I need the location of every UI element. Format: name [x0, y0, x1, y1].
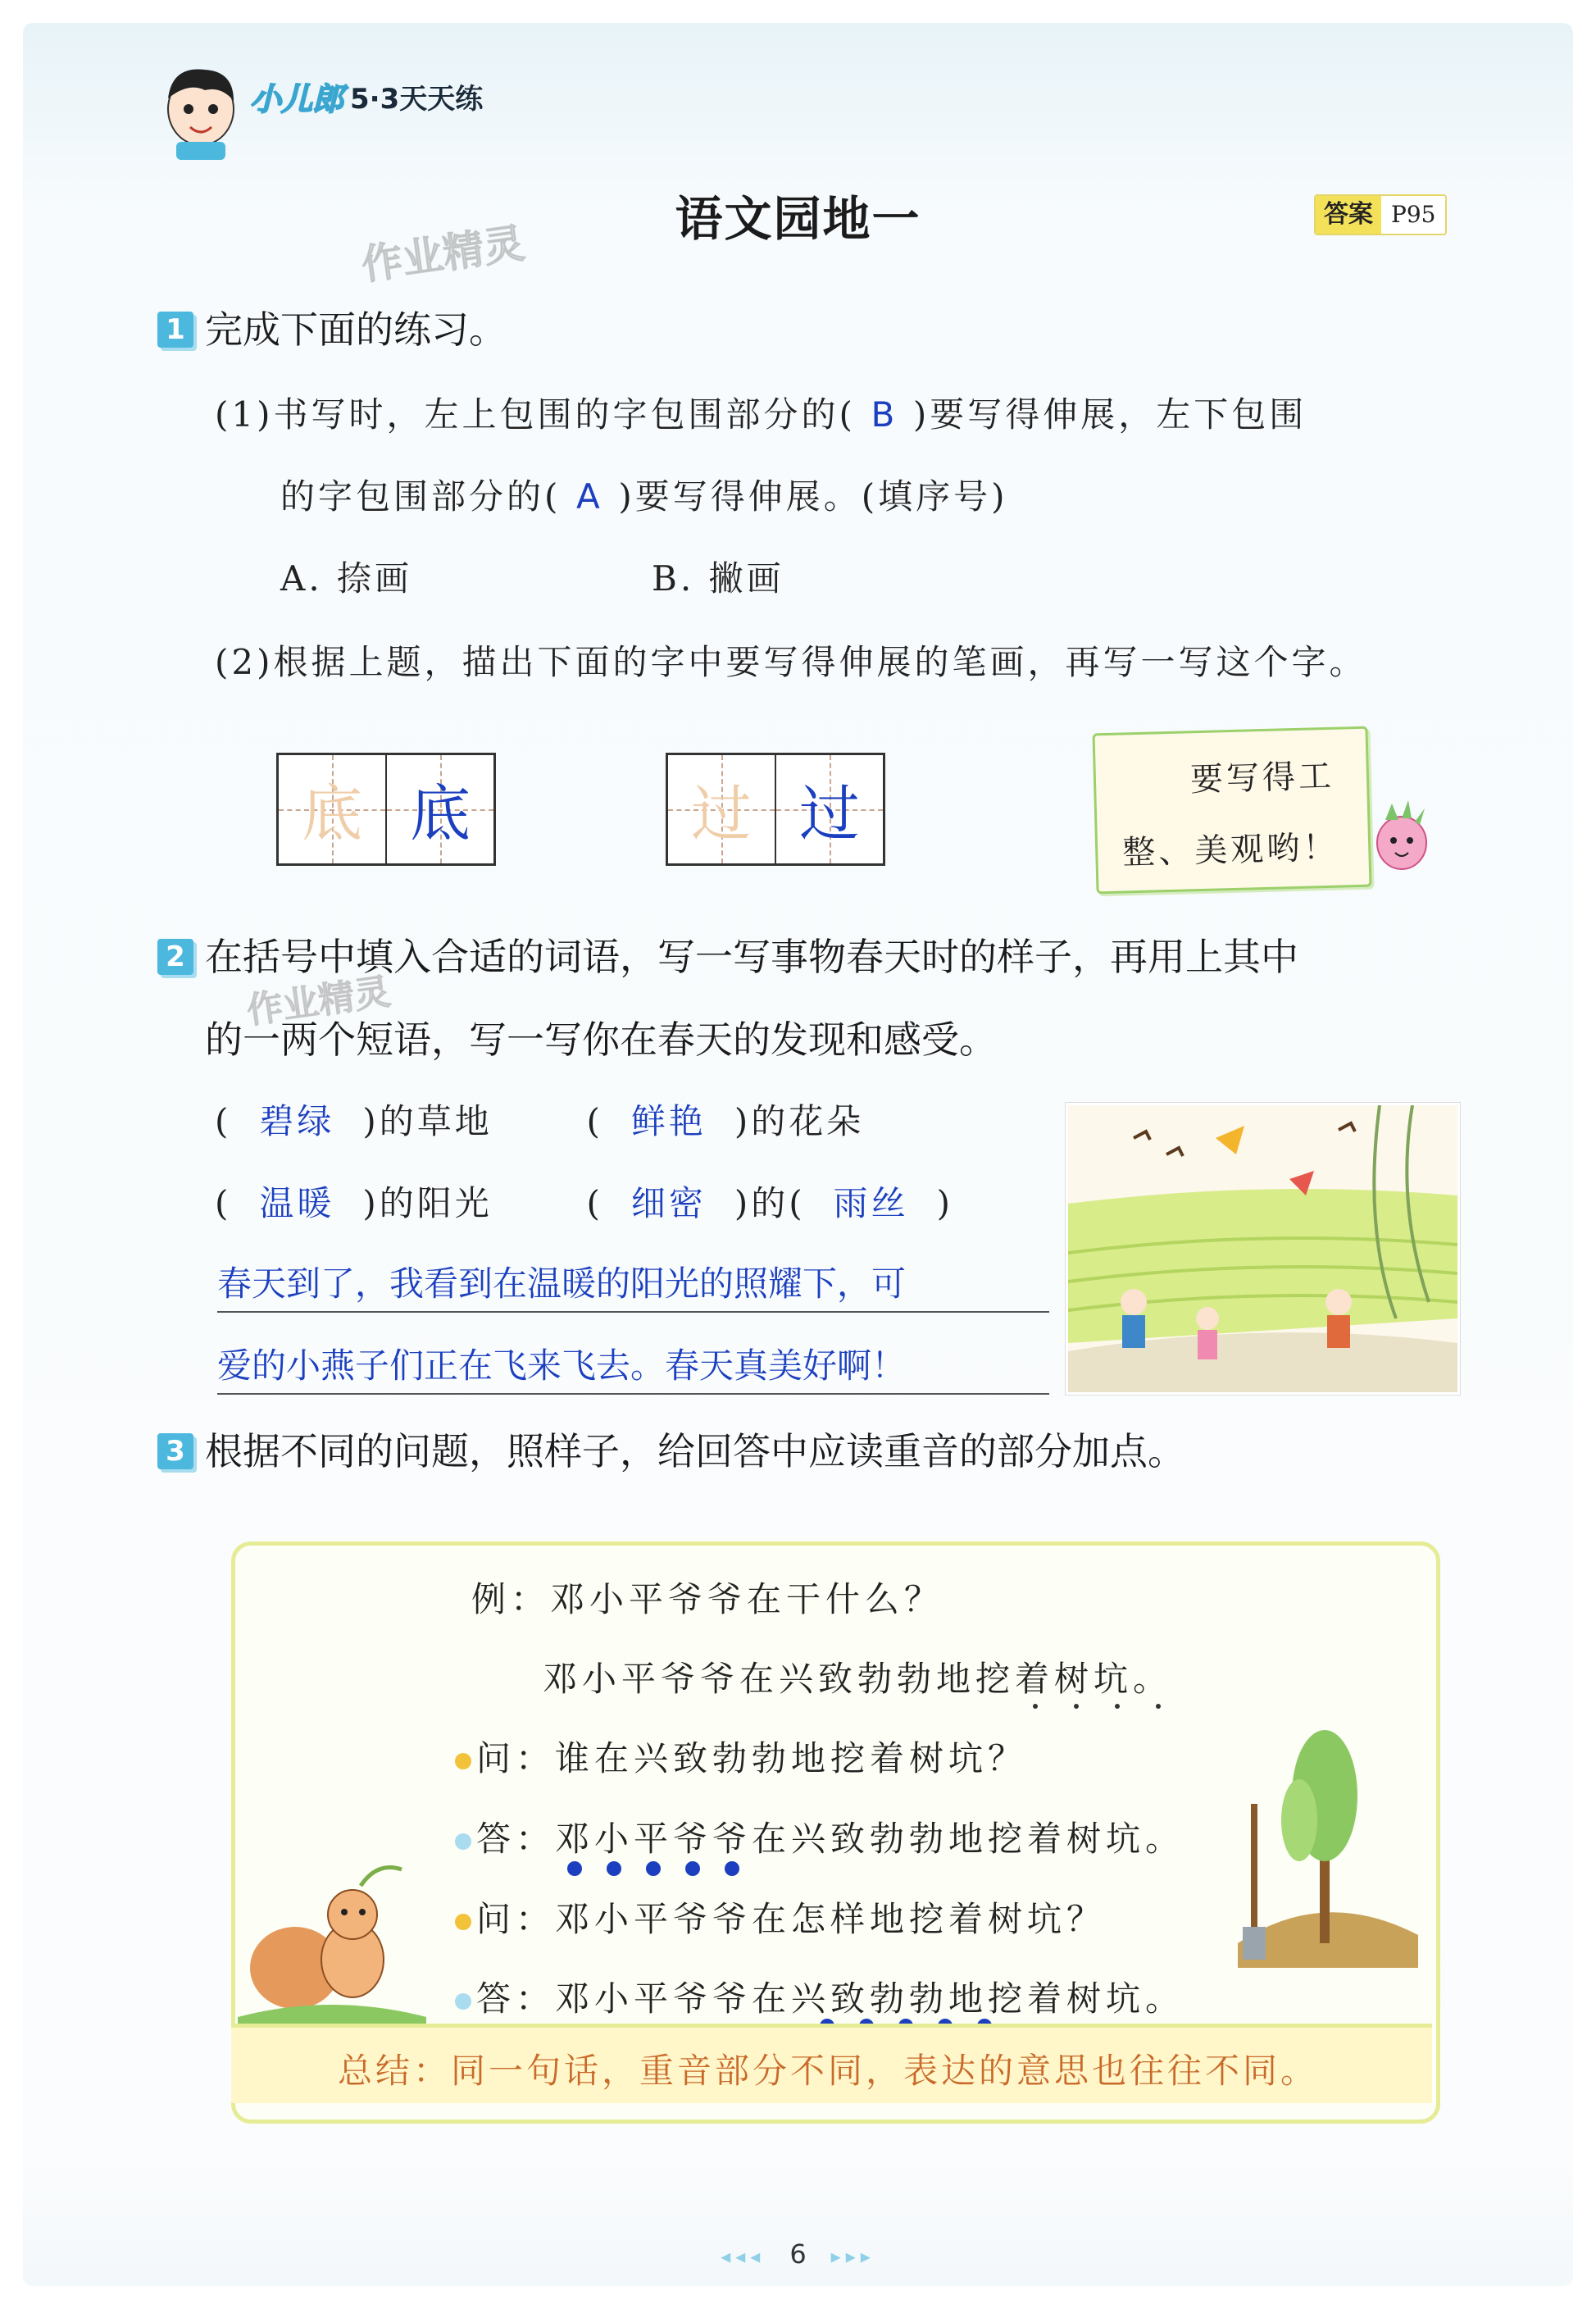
page-number: 6: [789, 2238, 807, 2270]
blank-text-5: ): [936, 1183, 954, 1223]
blank-answer-1[interactable]: 碧绿: [259, 1101, 335, 1141]
writing-line-1[interactable]: 春天到了，我看到在温暖的阳光的照耀下，可: [217, 1257, 1049, 1313]
paren: (: [586, 1101, 603, 1141]
q1-text-a: (1)书写时，左上包围的字包围部分的(: [215, 394, 856, 435]
blank-answer-2[interactable]: 鲜艳: [630, 1101, 707, 1141]
blank-text-4: )的(: [734, 1183, 806, 1223]
dragonfruit-mascot-icon: [1361, 795, 1443, 877]
question-bullet: [455, 1753, 471, 1769]
section-2-heading-line-2: 的一两个短语，写一写你在春天的发现和感受。: [205, 1018, 997, 1062]
trace-char: 过: [691, 779, 752, 849]
q1-answer-2: A: [576, 476, 603, 517]
section-1-heading: [157, 289, 507, 371]
written-char: 过: [799, 779, 860, 849]
paren: (: [586, 1183, 603, 1223]
stress-dot[interactable]: [685, 1861, 700, 1876]
stress-dot[interactable]: [607, 1861, 621, 1876]
stress-dot[interactable]: [646, 1861, 661, 1876]
example-question: 例：邓小平爷爷在干什么？: [471, 1579, 944, 1619]
q1-line-1: [215, 388, 1307, 437]
summary-bar: [231, 2024, 1432, 2103]
answer-bullet: [455, 1833, 471, 1850]
q1-line-2: [280, 470, 1008, 519]
section-1-number: 1: [157, 312, 193, 348]
watermark-2: 作业精灵: [243, 970, 393, 1032]
answer-bullet: [455, 1993, 471, 2010]
tip-line-1: 要写得工: [1189, 757, 1335, 799]
tree-and-shovel-illustration: [1221, 1722, 1426, 1968]
watermark: 作业精灵: [358, 219, 528, 289]
trace-cell: [279, 755, 385, 863]
section-2-title-line-1: 在括号中填入合适的词语，写一写事物春天时的样子，再用上其中: [205, 935, 1298, 979]
question-bullet: [455, 1914, 471, 1930]
summary-text: 总结：同一句话，重音部分不同，表达的意思也往往不同。: [338, 2051, 1319, 2091]
brand-logo: 小儿郎: [250, 80, 344, 117]
tip-line-2: 整、美观哟！: [1121, 828, 1339, 872]
blank-text-1: )的草地: [362, 1101, 493, 1141]
q1-text-b: )要写得伸展，左下包围: [912, 394, 1307, 435]
writing-line-2[interactable]: 爱的小燕子们正在飞来飞去。春天真美好啊！: [217, 1339, 1049, 1395]
blank-answer-4[interactable]: 细密: [630, 1183, 707, 1223]
section-3-heading: [157, 1410, 1185, 1492]
page-title: 语文园地一: [675, 191, 921, 247]
example-stress-dot: [1115, 1704, 1120, 1709]
write-cell: [775, 755, 883, 863]
section-3-number: 3: [157, 1433, 193, 1469]
trace-cell: [668, 755, 775, 863]
paren: (: [215, 1183, 232, 1223]
q1-text-d: )要写得伸展。(填序号): [618, 476, 1008, 517]
answer-label: 答案: [1316, 196, 1381, 234]
brand-bar: [250, 75, 483, 116]
question-2-text: 问：邓小平爷爷在怎样地挖着树坑？: [476, 1899, 1107, 1939]
brand-series: 5·3天天练: [350, 82, 484, 116]
blank-answer-5[interactable]: 雨丝: [833, 1183, 909, 1223]
tip-note: [1092, 726, 1371, 895]
trace-char: 底: [302, 779, 362, 849]
answer-tag: [1314, 194, 1447, 235]
blank-text-2: )的花朵: [734, 1101, 865, 1141]
section-2-number: 2: [157, 939, 193, 975]
answer-2: [455, 1972, 1184, 2021]
blank-row-1: [215, 1095, 864, 1144]
question-1: [455, 1732, 1027, 1781]
write-cell: [385, 755, 493, 863]
squirrel-illustration: [238, 1853, 426, 2025]
option-b: B. 撇画: [652, 558, 784, 599]
spring-kites-illustration: [1066, 1103, 1460, 1395]
answer-1: [455, 1812, 1184, 1861]
section-1-title: 完成下面的练习。: [205, 307, 507, 352]
boy-mascot-icon: [156, 61, 246, 160]
example-stress-dot: [1074, 1704, 1079, 1709]
question-2: [455, 1892, 1106, 1942]
char-grid-2[interactable]: [666, 753, 885, 866]
stress-dot[interactable]: [567, 1861, 582, 1876]
blank-answer-3[interactable]: 温暖: [259, 1183, 335, 1223]
right-arrows: ▸▸▸: [830, 2245, 875, 2268]
answer-page: P95: [1381, 196, 1445, 234]
option-a: A. 捺画: [280, 558, 413, 599]
blank-text-3: )的阳光: [362, 1183, 493, 1223]
answer-1-text: 答：邓小平爷爷在兴致勃勃地挖着树坑。: [476, 1819, 1185, 1859]
example-stress-dot: [1033, 1704, 1038, 1709]
left-arrows: ◂◂◂: [721, 2245, 766, 2268]
q1-answer-1: B: [871, 394, 898, 435]
q2-text: (2)根据上题，描出下面的字中要写得伸展的笔画，再写一写这个字。: [215, 642, 1367, 682]
answer-2-text: 答：邓小平爷爷在兴致勃勃地挖着树坑。: [476, 1978, 1185, 2019]
q1-text-c: 的字包围部分的(: [280, 476, 562, 517]
stress-dot[interactable]: [725, 1861, 739, 1876]
question-1-text: 问：谁在兴致勃勃地挖着树坑？: [476, 1738, 1028, 1778]
blank-row-2: [215, 1177, 953, 1226]
example-answer: 邓小平爷爷在兴致勃勃地挖着树坑。: [543, 1659, 1173, 1699]
paren: (: [215, 1101, 232, 1141]
section-3-title: 根据不同的问题，照样子，给回答中应读重音的部分加点。: [205, 1429, 1185, 1473]
page-footer: [0, 2238, 1596, 2270]
written-char: 底: [410, 779, 471, 849]
example-stress-dot: [1156, 1704, 1161, 1709]
char-grid-1[interactable]: [276, 753, 496, 866]
